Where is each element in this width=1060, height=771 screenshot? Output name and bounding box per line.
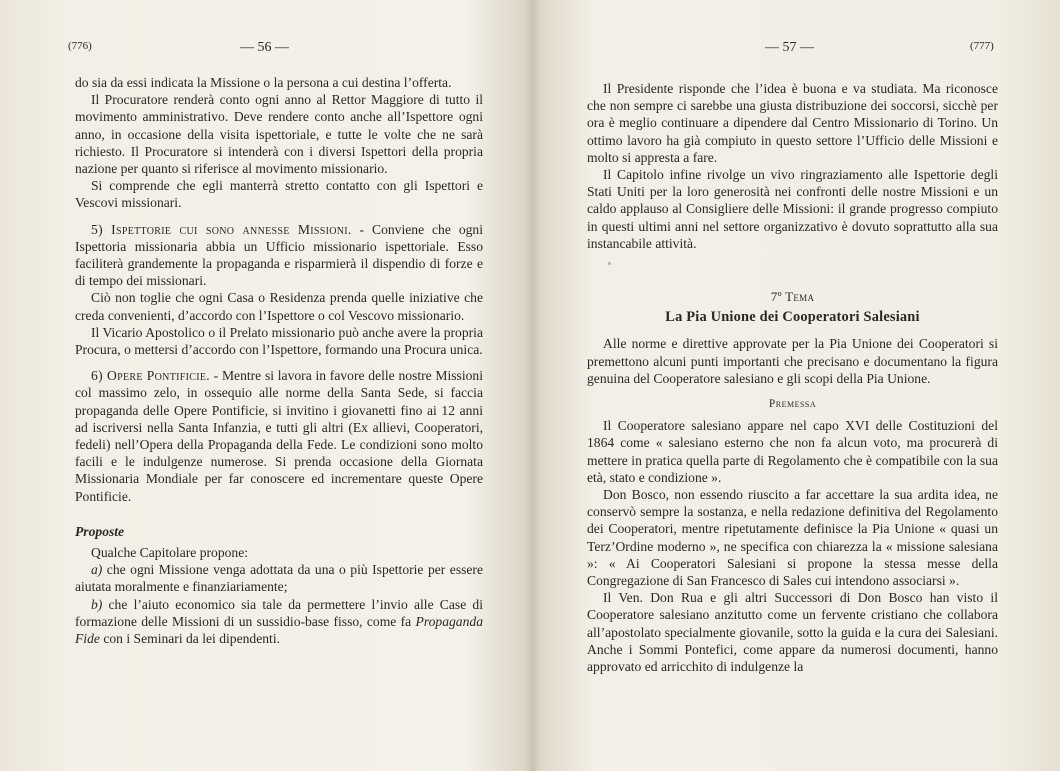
paragraph: Qualche Capitolare propone: xyxy=(91,545,249,561)
proposal-a: a) che ogni Missione venga adottata da una o più Ispettorie per essere aiutata moralmente e finanziariamente; xyxy=(75,562,483,595)
paragraph: Il Presidente risponde che l’idea è buona e va studiata. Ma riconosce che non sempre ci sarebbe una giusta distribuzione dei soccorsi, sicchè per ora è meglio continuare a dipendere dal Centro Missionario di Torino. Un ottimo lavoro ha già compiuto in questo settore l’Ufficio delle Missioni e molto si appresta a fare. xyxy=(587,81,998,165)
paragraph: Il Ven. Don Rua e gli altri Successori di Don Bosco han visto il Cooperatore salesiano anzitutto come un fervente cristiano che collabora all’apostolato specialmente giovanile, sotto la guida e la cura dei Salesiani. Anche i Sommi Pontefici, come appare da numerosi documenti, hanno approvato ed arricchito di indulgenze la xyxy=(587,590,998,675)
proposte-heading: Proposte xyxy=(75,523,125,539)
paragraph: Il Procuratore renderà conto ogni anno al Rettor Maggiore di tutto il movimento amministrativo. Deve rendere conto anche all’Ispettore ogni anno, in occasione della visita ispettoriale, e tutte le volte che ne sarà richiesto. Il Procuratore si intenderà con i diversi Ispettori della propria nazione per quanto si riferisce al movimento missionario. xyxy=(75,92,483,177)
section-5: 5) Ispettorie cui sono annesse Missioni. - Conviene che ogni Ispettoria missionaria abbia un Ufficio missionario ispettoriale. Esso faciliterà grandemente la propaganda e risparmierà il dispendio di forze e di tempo dei missionari. xyxy=(75,221,483,289)
premessa-heading: Premessa xyxy=(768,398,817,411)
tema-label: 7º Tema xyxy=(770,289,815,305)
paragraph: Don Bosco, non essendo riuscito a far accettare la sua ardita idea, ne conservò sempre la sostanza, e nella redazione definitiva del Regolamento dei Cooperatori, mentre ripetutamente definisce la Pia Unione « quasi un Terz’Ordine moderno », ne specifica con chiarezza la « missione salesiana »: « Ai Cooperatori Salesiani si propone la stessa messe della Congregazione di San Francesco di Sales cui intendono associarsi ». xyxy=(587,487,998,589)
left-text-column xyxy=(75,74,483,647)
paragraph: Il Vicario Apostolico o il Prelato missionario può anche avere la propria Procura, o mettersi d’accordo con l’Ispettore, formando una Procura unica. xyxy=(75,324,483,358)
paragraph: Si comprende che egli manterrà stretto contatto con gli Ispettori e Vescovi missionari. xyxy=(75,178,483,211)
right-page-number: — 57 — xyxy=(765,40,814,55)
paragraph: Alle norme e direttive approvate per la Pia Unione dei Cooperatori si premettono alcuni punti importanti che precisano e documentano la figura genuina del Cooperatore salesiano e gli scopi della Pia Unione. xyxy=(587,336,998,386)
paragraph: Il Capitolo infine rivolge un vivo ringraziamento alle Ispettorie degli Stati Uniti per la loro generosità nei confronti delle nostre Missioni e un caldo applauso al Consigliere delle Missioni: il grande progresso compiuto in questi ultimi anni nel settore organizzativo è dovuto soprattutto alla sua instancabile attività. xyxy=(587,167,998,251)
section-6: 6) Opere Pontificie. - Mentre si lavora in favore delle nostre Missioni col massimo zelo, in ossequio alle norme della Santa Sede, si faccia propaganda delle Opere Pontificie, si invitino i giovanetti fino ai 12 anni ad iscriversi nella Santa Infanzia, e tutti gli altri (Ex allievi, Cooperatori, fedeli) nell’Opera della Propaganda della Fede. Le condizioni sono molto facili e le indulgenze numerose. Si prenda occasione della Giornata Missionaria Mondiale per far conoscere ed incrementare queste Opere Pontificie. xyxy=(75,368,483,504)
paragraph: Il Cooperatore salesiano appare nel capo XVI delle Costituzioni del 1864 come « salesiano esterno che non fa alcun voto, ma procurerà di mettere in pratica quella parte di Regolamento che è compatibile con la sua età, stato e condizione ». xyxy=(587,418,998,485)
proposal-b: b) che l’aiuto economico sia tale da permettere l’invio alle Case di formazione delle Missioni di un sussidio-base fisso, come fa Propaganda Fide con i Seminari da lei dipendenti. xyxy=(75,596,483,647)
right-text-column xyxy=(587,80,998,675)
right-page xyxy=(530,0,1060,771)
right-page-archive-number: (777) xyxy=(970,40,994,52)
paragraph: Ciò non toglie che ogni Casa o Residenza prenda quelle iniziative che creda convenienti, d’accordo con l’Ispettore o col Vescovo missionario. xyxy=(75,290,483,323)
paragraph: do sia da essi indicata la Missione o la persona a cui destina l’offerta. xyxy=(75,75,452,90)
left-page-archive-number: (776) xyxy=(68,40,92,52)
tema-title: La Pia Unione dei Cooperatori Salesiani xyxy=(665,309,920,326)
section-heading: 6) Opere Pontificie. xyxy=(91,368,210,384)
section-heading: 5) Ispettorie cui sono annesse Missioni. xyxy=(91,221,352,237)
left-page-number: — 56 — xyxy=(240,40,289,55)
